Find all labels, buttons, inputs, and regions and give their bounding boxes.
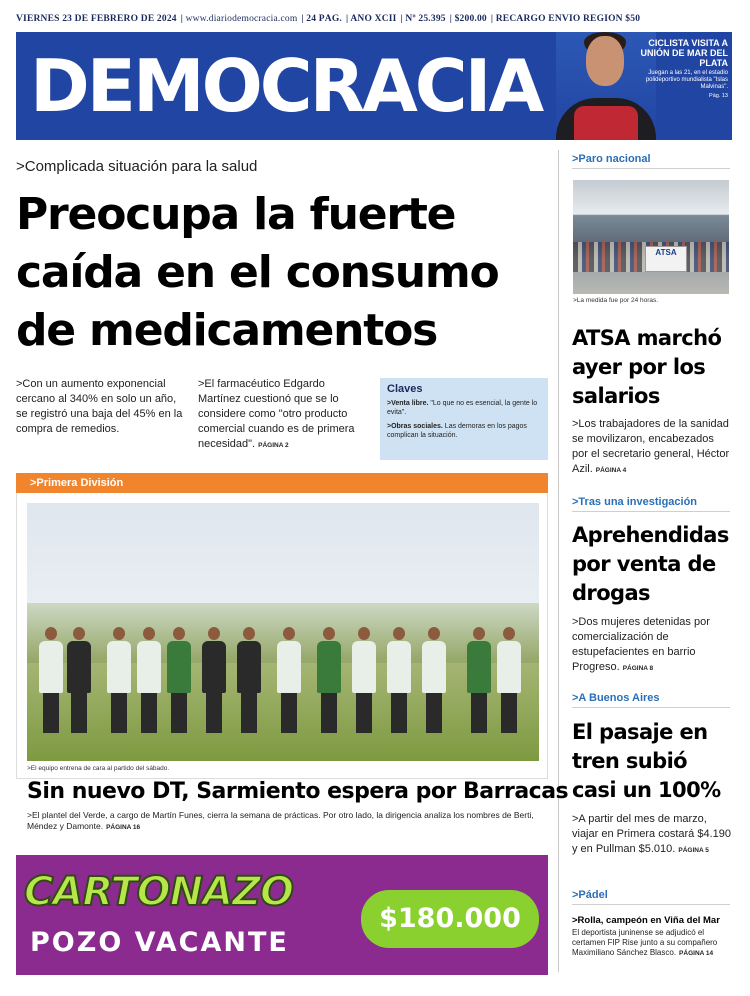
shipping-surcharge: RECARGO ENVÍO REGIÓN $50 (495, 14, 641, 24)
promo-page: Pág. 13 (709, 93, 728, 99)
sidebar-summary-text: >Dos mujeres detenidas por comercialización de estupefacientes en barrio Progreso. (572, 616, 710, 673)
sport-summary-text: >El plantel del Verde, a cargo de Martín Funes, cierra la semana de prácticas. Por otro lado, la dirigencia analiza los nombres de Berti, Méndez y Damonte. (27, 810, 534, 831)
issue-number: Nº 25.395 (405, 14, 446, 24)
player-figure (352, 627, 376, 733)
player-figure (39, 627, 63, 733)
player-figure (137, 627, 161, 733)
lead-summary-2 (198, 377, 370, 453)
player-figure (387, 627, 411, 733)
cartonazo-advertisement[interactable] (16, 855, 548, 975)
lead-summary-1: >Con un aumento exponencial cercano al 340% en solo un año, se registró una baja del 45% en la compra de remedios. (16, 378, 183, 435)
issue-price: $200.00 (454, 14, 487, 24)
sidebar-kicker-investigacion: >Tras una investigación (572, 496, 730, 512)
claves-item-text: Las demoras en los pagos complican la situación. (387, 423, 527, 439)
player-figure (167, 627, 191, 733)
player-figure (107, 627, 131, 733)
lead-headline[interactable]: Preocupa la fuerte caída en el consumo de medicamentos (16, 189, 499, 356)
sidebar-summary-text: El deportista juninense se adjudicó el certamen FIP Rise junto a su compañero Maximiliano Sánchez Blasco. (572, 928, 718, 957)
sidebar-kicker-buenos-aires: >A Buenos Aires (572, 692, 730, 708)
website-link[interactable]: www.diariodemocracia.com (185, 14, 298, 24)
claves-item (387, 422, 541, 440)
sidebar-summary-text: >A partir del mes de marzo, viajar en Primera costará $4.190 y en Pullman $5.010. (572, 813, 731, 855)
sport-photo-caption: >El equipo entrena de cara al partido del sábado. (27, 765, 170, 772)
claves-item-label: >Obras sociales. (387, 423, 443, 430)
sidebar-summary-padel (572, 928, 732, 959)
player-figure (467, 627, 491, 733)
lead-summary-2-text: >El farmacéutico Edgardo Martínez cuestionó que se lo considere como "otro producto comercial cuando es de primera necesidad". (198, 378, 355, 450)
protest-photo[interactable] (573, 180, 729, 294)
player-figure (202, 627, 226, 733)
sport-headline[interactable]: Sin nuevo DT, Sarmiento espera por Barracas (27, 779, 569, 804)
sport-summary (27, 810, 539, 833)
player-figure (67, 627, 91, 733)
claves-item (387, 399, 541, 417)
claves-item-label: >Venta libre. (387, 400, 429, 407)
column-divider (558, 150, 559, 972)
sidebar-page-ref: PÁGINA 8 (622, 665, 654, 672)
player-figure (277, 627, 301, 733)
player-figure (237, 627, 261, 733)
sport-page-ref: PÁGINA 16 (106, 824, 141, 831)
sidebar-page-ref: PÁGINA 14 (679, 950, 714, 957)
ad-prize-amount: $180.000 (361, 890, 539, 948)
year-label: AÑO XCII (350, 14, 397, 24)
ad-brand: CARTONAZO (24, 869, 294, 915)
page-count: 24 PÁG. (306, 14, 342, 24)
issue-date: VIERNES 23 DE FEBRERO DE 2024 (16, 14, 177, 24)
protest-banner: ATSA (645, 246, 687, 272)
masthead-promo[interactable] (636, 38, 728, 99)
issue-info-bar: VIERNES 23 DE FEBRERO DE 2024 | www.diariodemocracia.com | 24 PÁG. | AÑO XCII | Nº 25.395 | $200.00 | RECARGO ENVÍO REGIÓN $50 (16, 14, 641, 24)
sidebar-headline-tren[interactable]: El pasaje en tren subió casi un 100% (572, 720, 721, 802)
sidebar-summary-atsa (572, 417, 732, 478)
sidebar-summary-text: >Los trabajadores de la sanidad se movilizaron, encabezados por el secretario general, Héctor Azil. (572, 418, 730, 475)
protest-caption: >La medida fue por 24 horas. (573, 297, 659, 304)
team-training-photo[interactable] (27, 503, 539, 761)
newspaper-logo[interactable]: DEMOCRACIA (30, 44, 542, 128)
sidebar-headline-drogas[interactable]: Aprehendidas por venta de drogas (572, 523, 729, 605)
sidebar-headline-atsa[interactable]: ATSA marchó ayer por los salarios (572, 326, 722, 408)
player-figure (317, 627, 341, 733)
player-figure (422, 627, 446, 733)
section-header-primera-division: >Primera División (16, 473, 548, 493)
ad-pozo-text: POZO VACANTE (30, 927, 289, 958)
sidebar-headline-padel[interactable]: >Rolla, campeón en Viña del Mar (572, 915, 720, 926)
lead-page-ref: PÁGINA 2 (258, 442, 289, 449)
claves-title: Claves (387, 383, 423, 395)
masthead (16, 32, 732, 140)
promo-text: Juegan a las 21, en el estadio polideportivo mundialista "Islas Malvinas". (645, 70, 728, 90)
claves-box (380, 378, 548, 460)
sidebar-kicker-paro: >Paro nacional (572, 153, 730, 169)
sidebar-summary-tren (572, 812, 732, 858)
lead-kicker: >Complicada situación para la salud (16, 158, 258, 175)
claves-item-text: "Lo que no es esencial, la gente lo evita". (387, 400, 538, 416)
player-figure (497, 627, 521, 733)
sidebar-page-ref: PÁGINA 4 (595, 467, 627, 474)
sidebar-page-ref: PÁGINA 5 (678, 847, 709, 854)
sidebar-summary-drogas (572, 615, 732, 676)
promo-title: CICLISTA VISITA A UNIÓN DE MAR DEL PLATA (640, 38, 728, 68)
sidebar-kicker-padel: >Pádel (572, 889, 730, 905)
